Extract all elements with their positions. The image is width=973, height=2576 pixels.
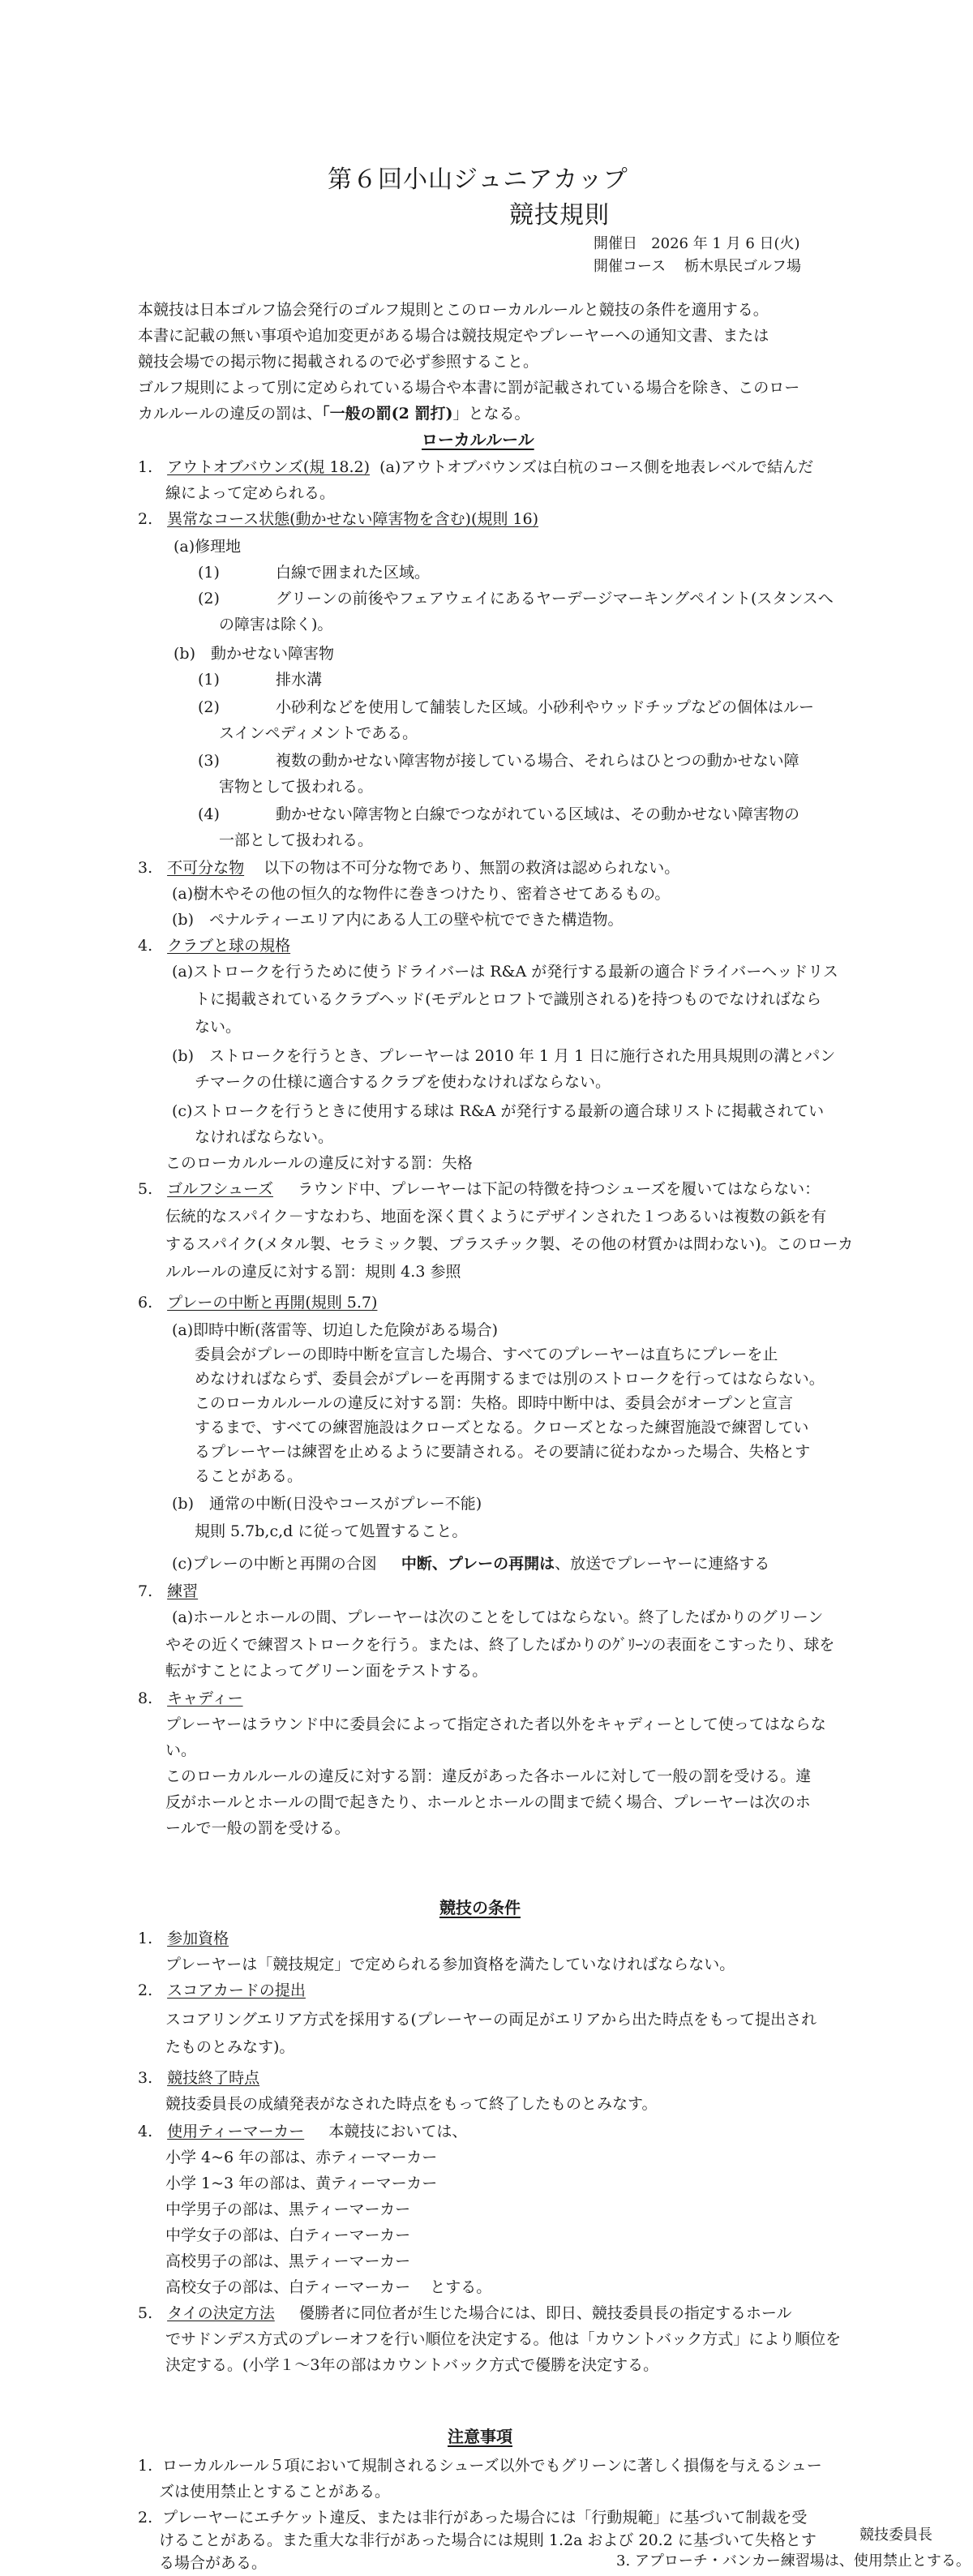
rule-title: 異常なコース状態(動かせない障害物を含む)(規則 16) bbox=[167, 510, 539, 528]
item-number: (4) bbox=[198, 805, 220, 823]
intro-line: 競技会場での掲示物に掲載されるので必ず参照すること。 bbox=[138, 353, 539, 371]
local-rules-heading: ローカルルール bbox=[422, 430, 534, 449]
condition-text: スコアリングエリア方式を採用する(プレーヤーの両足がエリアから出た時点をもって提出され bbox=[165, 2011, 817, 2029]
note-3 bbox=[616, 2550, 971, 2573]
note-number: 3. bbox=[616, 2552, 631, 2570]
date-value: 2026 年 1 月 6 日(火) bbox=[651, 235, 800, 252]
rule-penalty: このローカルルールの違反に対する罰：失格 bbox=[165, 1154, 473, 1172]
condition-text: たものとみなす)。 bbox=[165, 2038, 295, 2056]
rule-title: 不可分な物 bbox=[167, 859, 245, 877]
rule-title: クラブと球の規格 bbox=[167, 937, 291, 955]
rule-3 bbox=[138, 855, 679, 881]
rule-text: 線によって定められる。 bbox=[165, 484, 336, 502]
rule-8 bbox=[138, 1685, 243, 1711]
rule-text: 、放送でプレーヤーに連絡する bbox=[555, 1555, 770, 1573]
condition-title: 使用ティーマーカー bbox=[167, 2123, 305, 2140]
intro-line bbox=[138, 401, 530, 427]
condition-text: 本競技においては、 bbox=[328, 2123, 468, 2140]
condition-title: 競技終了時点 bbox=[167, 2069, 260, 2087]
item-text: 小砂利などを使用して舗装した区域。小砂利やウッドチップなどの個体はルー bbox=[276, 698, 815, 716]
intro-text: カルルールの違反の罰は、 bbox=[138, 405, 323, 423]
rule-text: このローカルルールの違反に対する罰：失格。即時中断中は、委員会がオープンと宣言 bbox=[195, 1394, 794, 1412]
subsection-label: (a)修理地 bbox=[174, 538, 242, 556]
rule-text: (a)樹木やその他の恒久的な物件に巻きつけたり、密着させてあるもの。 bbox=[172, 885, 671, 903]
rule-text: チマークの仕様に適合するクラブを使わなければならない。 bbox=[195, 1073, 611, 1091]
subsection-label: (b) 通常の中断(日没やコースがプレー不能) bbox=[172, 1495, 482, 1513]
intro-text: 」となる。 bbox=[452, 405, 530, 423]
rule-text: (b) ペナルティーエリア内にある人工の壁や杭でできた構造物。 bbox=[172, 911, 624, 929]
condition-number: 4. bbox=[138, 2123, 153, 2140]
rule-text: (a)アウトオブバウンズは白杭のコース側を地表レベルで結んだ bbox=[379, 458, 814, 476]
rule-number: 7. bbox=[138, 1582, 153, 1600]
rule-number: 8. bbox=[138, 1689, 153, 1707]
item-number: (2) bbox=[198, 698, 220, 716]
item-text: スインペディメントである。 bbox=[219, 724, 418, 742]
note-text: る場合がある。 bbox=[159, 2554, 268, 2572]
condition-text: 決定する。(小学１～3年の部はカウントバック方式で優勝を決定する。 bbox=[165, 2356, 659, 2374]
item-text: 排水溝 bbox=[276, 671, 323, 689]
item-number: (2) bbox=[198, 590, 220, 608]
rule-text: 反がホールとホールの間で起きたり、ホールとホールの間まで続く場合、プレーヤーは次のホ bbox=[165, 1793, 811, 1811]
condition-1 bbox=[138, 1926, 229, 1951]
rule-text: めなければならず、委員会がプレーを再開するまでは別のストロークを行ってはならない。 bbox=[195, 1370, 825, 1388]
rule-text: ールで一般の罰を受ける。 bbox=[165, 1819, 350, 1837]
rule-text: 以下の物は不可分な物であり、無罰の救済は認められない。 bbox=[264, 859, 680, 877]
rule-6c bbox=[172, 1551, 769, 1577]
rule-text: (c)ストロークを行うときに使用する球は R&A が発行する最新の適合球リストに掲載されてい bbox=[172, 1102, 825, 1120]
rule-text: するスパイク(メタル製、セラミック製、プラスチック製、その他の材質かは問わない)。このローカ bbox=[165, 1235, 854, 1253]
condition-2 bbox=[138, 1977, 306, 2003]
rule-number: 1. bbox=[138, 458, 153, 476]
condition-number: 2. bbox=[138, 1981, 153, 1999]
rule-4 bbox=[138, 933, 290, 959]
rule-5 bbox=[138, 1176, 820, 1202]
item-text: 一部として扱われる。 bbox=[219, 831, 374, 849]
rule-text: やその近くで練習ストロークを行う。または、終了したばかりのｸﾞﾘｰﾝの表面をこすったり、球を bbox=[165, 1636, 835, 1654]
rule-text: (a)ホールとホールの間、プレーヤーは次のことをしてはならない。終了したばかりのグリーン bbox=[172, 1608, 824, 1626]
rule-title: アウトオブバウンズ(規 18.2) bbox=[167, 458, 371, 476]
tee-marker-text: 高校女子の部は、白ティーマーカー bbox=[165, 2278, 411, 2296]
rule-text: 伝統的なスパイク－すなわち、地面を深く貫くようにデザインされた１つあるいは複数の鋲を有 bbox=[165, 1208, 827, 1226]
rule-title: プレーの中断と再開(規則 5.7) bbox=[167, 1294, 378, 1312]
rule-title: ゴルフシューズ bbox=[167, 1180, 274, 1198]
note-text: けることがある。また重大な非行があった場合には規則 1.2a および 20.2 に基づいて失格とす bbox=[159, 2531, 817, 2549]
rule-text: するまで、すべての練習施設はクローズとなる。クローズとなった練習施設で練習してい bbox=[195, 1419, 809, 1436]
rule-text: ることがある。 bbox=[195, 1467, 303, 1485]
tee-marker-line: 高校男子の部は、黒ティーマーカー bbox=[165, 2252, 411, 2270]
item-text: 動かせない障害物と白線でつながれている区域は、その動かせない障害物の bbox=[276, 805, 800, 823]
rule-text: 規則 5.7b,c,d に従って処置すること。 bbox=[195, 1522, 468, 1540]
rule-number: 4. bbox=[138, 937, 153, 955]
subsection-label: (c)プレーの中断と再開の合図 bbox=[172, 1555, 377, 1573]
condition-text: 優勝者に同位者が生じた場合には、即日、競技委員長の指定するホール bbox=[298, 2304, 792, 2322]
tee-marker-tail: とする。 bbox=[430, 2278, 492, 2296]
rule-1 bbox=[138, 454, 813, 480]
date-label: 開催日 bbox=[594, 235, 637, 252]
course-value: 栃木県民ゴルフ場 bbox=[684, 258, 801, 275]
item-text: 害物として扱われる。 bbox=[219, 778, 374, 796]
rule-text: トに掲載されているクラブヘッド(モデルとロフトで識別される)を持つものでなければなら bbox=[195, 990, 822, 1008]
condition-text: でサドンデス方式のプレーオフを行い順位を決定する。他は「カウントバック方式」により順位を bbox=[165, 2330, 842, 2348]
title-line2: 競技規則 bbox=[509, 201, 610, 230]
condition-title: 参加資格 bbox=[167, 1930, 229, 1947]
rule-title: 練習 bbox=[167, 1582, 199, 1600]
rule-text: い。 bbox=[165, 1741, 197, 1759]
rule-text: ルルールの違反に対する罰：規則 4.3 参照 bbox=[165, 1263, 461, 1281]
tee-marker-line: 中学男子の部は、黒ティーマーカー bbox=[165, 2200, 411, 2218]
rule-text: るプレーヤーは練習を止めるように要請される。その要請に従わなかった場合、失格とす bbox=[195, 1443, 811, 1461]
condition-title: タイの決定方法 bbox=[167, 2304, 275, 2322]
rule-text: 委員会がプレーの即時中断を宣言した場合、すべてのプレーヤーは直ちにプレーを止 bbox=[195, 1346, 778, 1363]
item-text: 複数の動かせない障害物が接している場合、それらはひとつの動かせない障 bbox=[276, 752, 799, 770]
intro-penalty-bold: 「一般の罰(2 罰打) bbox=[322, 405, 453, 423]
rule-7 bbox=[138, 1578, 198, 1604]
note-text: アプローチ・バンカー練習場は、使用禁止とする。 bbox=[634, 2552, 971, 2570]
title-line1: 第６回小山ジュニアカップ bbox=[328, 165, 628, 194]
rule-text: (a)ストロークを行うために使うドライバーは R&A が発行する最新の適合ドライバーヘッドリス bbox=[172, 963, 838, 981]
rule-number: 2. bbox=[138, 510, 153, 528]
item-number: (3) bbox=[198, 752, 220, 770]
subsection-label: (a)即時中断(落雷等、切迫した危険がある場合) bbox=[172, 1321, 498, 1339]
condition-4 bbox=[138, 2119, 467, 2145]
note-number: 1. bbox=[138, 2457, 153, 2475]
note-1 bbox=[138, 2453, 822, 2479]
event-course bbox=[594, 255, 801, 276]
item-text: 白線で囲まれた区域。 bbox=[276, 564, 431, 582]
rule-2 bbox=[138, 506, 538, 532]
condition-text: 競技委員長の成績発表がなされた時点をもって終了したものとみなす。 bbox=[165, 2095, 658, 2113]
notes-heading: 注意事項 bbox=[448, 2427, 512, 2446]
intro-line: 本書に記載の無い事項や追加変更がある場合は競技規定やプレーヤーへの通知文書、または bbox=[138, 327, 769, 345]
tee-marker-line: 小学 4~6 年の部は、赤ティーマーカー bbox=[165, 2149, 438, 2166]
item-number: (1) bbox=[198, 564, 220, 582]
rule-number: 5. bbox=[138, 1180, 153, 1198]
rule-number: 3. bbox=[138, 859, 153, 877]
intro-line: 本競技は日本ゴルフ協会発行のゴルフ規則とこのローカルルールと競技の条件を適用する。 bbox=[138, 301, 769, 319]
note-text: ズは使用禁止とすることがある。 bbox=[159, 2483, 391, 2501]
rule-title: キャディー bbox=[167, 1689, 243, 1707]
tee-marker-line bbox=[165, 2274, 491, 2300]
rule-text: なければならない。 bbox=[195, 1128, 334, 1146]
condition-5 bbox=[138, 2300, 792, 2326]
condition-text: プレーヤーは「競技規定」で定められる参加資格を満たしていなければならない。 bbox=[165, 1956, 735, 1973]
item-text: の障害は除く)。 bbox=[219, 616, 333, 633]
condition-3 bbox=[138, 2065, 259, 2091]
note-text: プレーヤーにエチケット違反、または非行があった場合には「行動規範」に基づいて制裁を受 bbox=[162, 2509, 808, 2527]
condition-title: スコアカードの提出 bbox=[167, 1981, 306, 1999]
conditions-heading: 競技の条件 bbox=[439, 1898, 521, 1917]
intro-line: ゴルフ規則によって別に定められている場合や本書に罰が記載されている場合を除き、このロー bbox=[138, 379, 800, 397]
condition-number: 5. bbox=[138, 2304, 153, 2322]
rule-text: ない。 bbox=[195, 1018, 242, 1036]
rule-number: 6. bbox=[138, 1294, 153, 1312]
rule-6 bbox=[138, 1290, 377, 1316]
course-label: 開催コース bbox=[594, 258, 667, 275]
tee-marker-line: 小学 1~3 年の部は、黄ティーマーカー bbox=[165, 2175, 438, 2192]
signature: 競技委員長 bbox=[859, 2527, 932, 2544]
item-number: (1) bbox=[198, 671, 220, 689]
event-date bbox=[594, 232, 800, 253]
subsection-label: (b) 動かせない障害物 bbox=[174, 645, 334, 663]
rule-text: (b) ストロークを行うとき、プレーヤーは 2010 年 1 月 1 日に施行された用具規則の溝とパン bbox=[172, 1047, 836, 1065]
condition-number: 1. bbox=[138, 1930, 153, 1947]
rule-text: 転がすことによってグリーン面をテストする。 bbox=[165, 1662, 488, 1680]
condition-number: 3. bbox=[138, 2069, 153, 2087]
rule-text: プレーヤーはラウンド中に委員会によって指定された者以外をキャディーとして使ってはならな bbox=[165, 1715, 826, 1733]
note-text: ローカルルール５項において規制されるシューズ以外でもグリーンに著しく損傷を与えるシュー bbox=[162, 2457, 822, 2475]
item-text: グリーンの前後やフェアウェイにあるヤーデージマーキングペイント(スタンスへ bbox=[276, 590, 834, 608]
tee-marker-line: 中学女子の部は、白ティーマーカー bbox=[165, 2226, 411, 2244]
note-number: 2. bbox=[138, 2509, 153, 2527]
rule-text: ラウンド中、プレーヤーは下記の特徴を持つシューズを履いてはならない： bbox=[298, 1180, 821, 1198]
rule-bold-text: 中断、プレーの再開は bbox=[401, 1555, 555, 1573]
rule-text: このローカルルールの違反に対する罰：違反があった各ホールに対して一般の罰を受ける。違 bbox=[165, 1767, 812, 1785]
